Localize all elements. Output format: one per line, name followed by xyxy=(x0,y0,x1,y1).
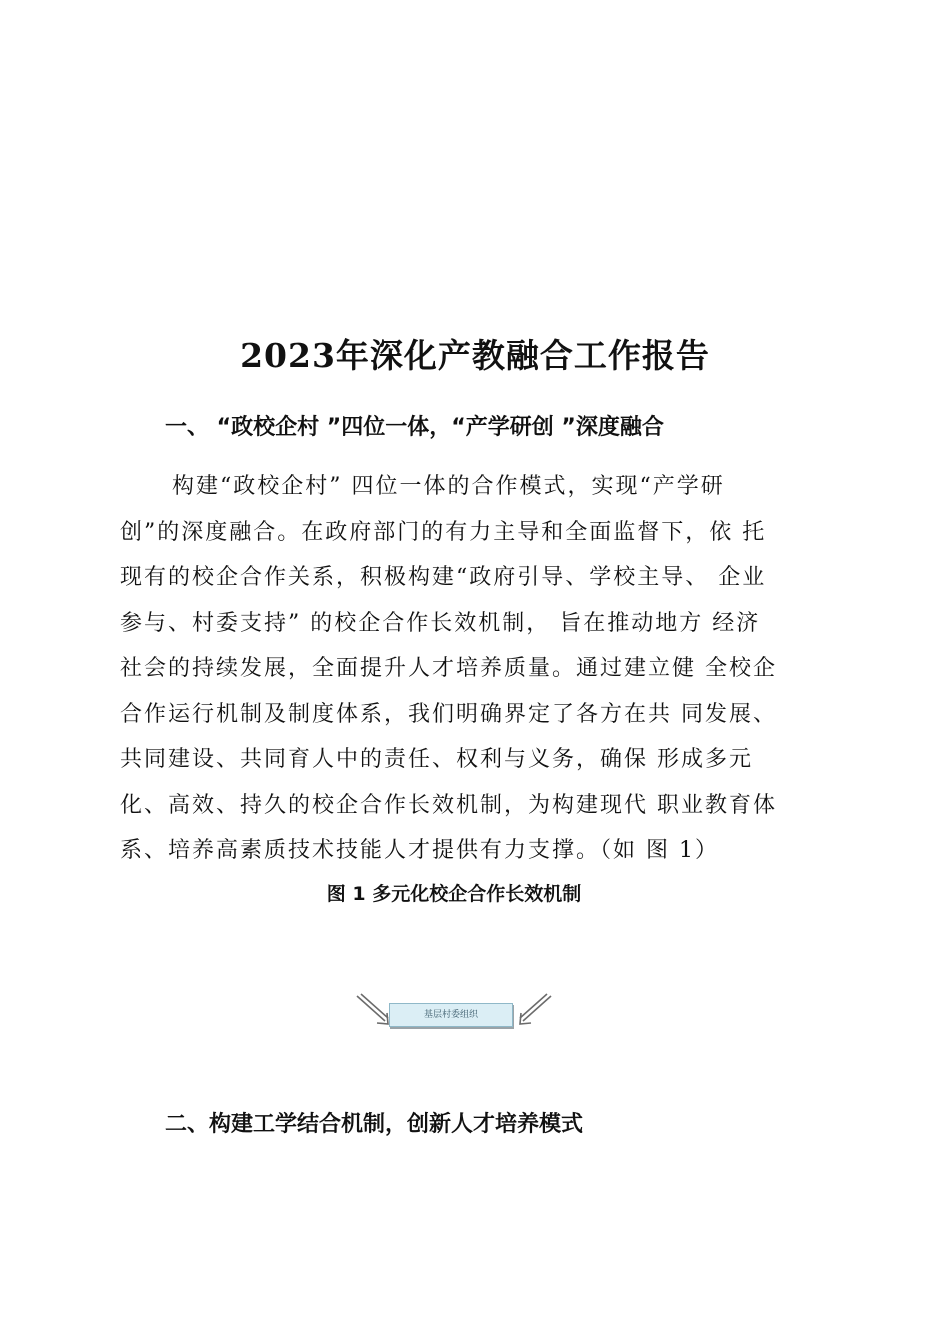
paragraph-line: 参与、村委支持” 的校企合作长效机制， 旨在推动地方 经济 xyxy=(120,610,761,636)
paragraph-line: 构建“政校企村” 四位一体的合作模式，实现“产学研 xyxy=(172,474,725,499)
figure-caption: 图 1 多元化校企合作长效机制 xyxy=(326,883,582,905)
arrow-down-left-icon xyxy=(513,993,553,1029)
figure-diagram xyxy=(355,993,555,1037)
paragraph-line: 社会的持续发展，全面提升人才培养质量。通过建立健 全校企 xyxy=(120,656,777,681)
section-1-paragraph xyxy=(120,464,820,874)
document-title: 2023年深化产教融合工作报告 xyxy=(240,336,710,375)
paragraph-line: 系、培养高素质技术技能人才提供有力支撑。（如 图 1） xyxy=(120,838,719,863)
diagram-node: 基层村委组织 xyxy=(389,1003,513,1027)
paragraph-line: 创”的深度融合。在政府部门的有力主导和全面监督下，依 托 xyxy=(120,519,767,545)
paragraph-line: 合作运行机制及制度体系，我们明确界定了各方在共 同发展、 xyxy=(120,701,777,727)
section-1-heading: 一、 “政校企村 ”四位一体，“产学研创 ”深度融合 xyxy=(165,415,664,440)
paragraph-line: 现有的校企合作关系，积极构建“政府引导、学校主导、 企业 xyxy=(120,565,767,590)
section-2-heading: 二、构建工学结合机制，创新人才培养模式 xyxy=(165,1112,584,1137)
paragraph-line: 共同建设、共同育人中的责任、权利与义务，确保 形成多元 xyxy=(120,747,753,772)
paragraph-line: 化、高效、持久的校企合作长效机制，为构建现代 职业教育体 xyxy=(120,792,777,818)
